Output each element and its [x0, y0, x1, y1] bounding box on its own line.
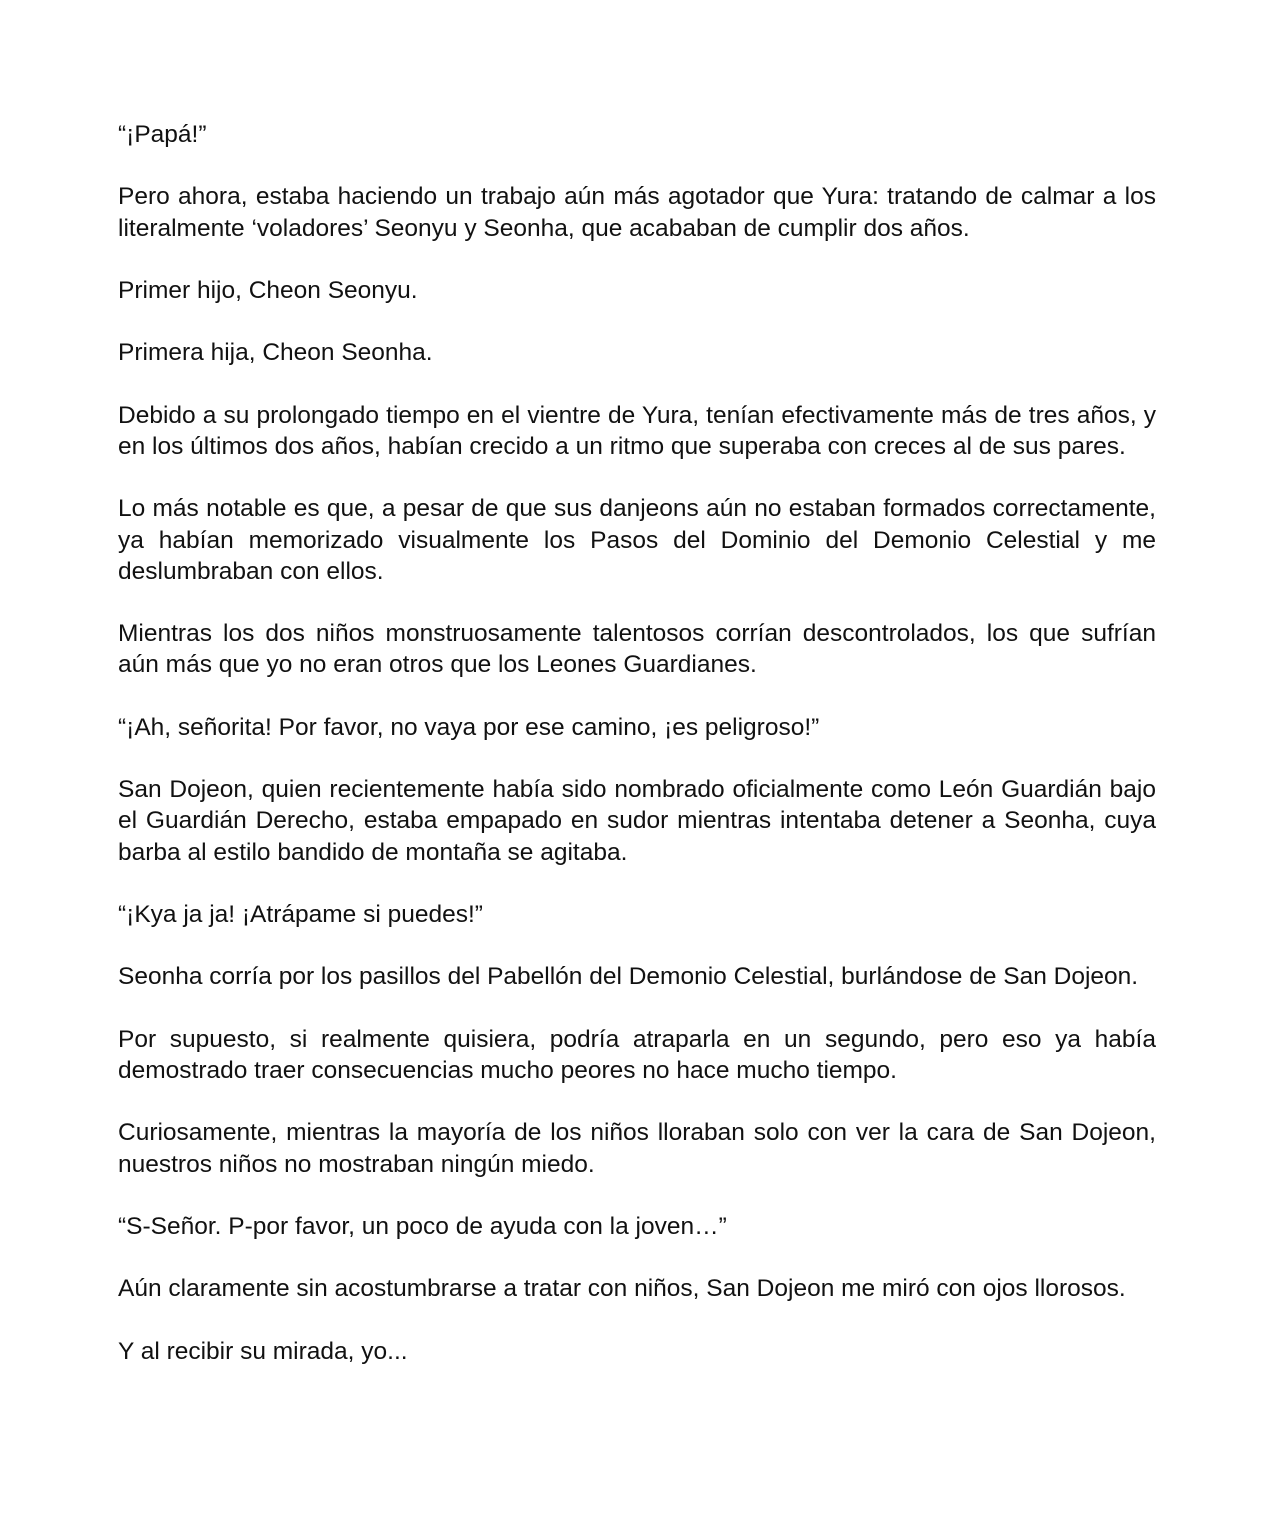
- paragraph-9: San Dojeon, quien recientemente había sido nombrado oficialmente como León Guardián bajo el Guardián Derecho, estaba empapado en sudor mientras intentaba detener a Seonha, cuya barba al estilo bandido de montaña se agitaba.: [118, 776, 1156, 866]
- paragraph-13: Curiosamente, mientras la mayoría de los niños lloraban solo con ver la cara de San Dojeon, nuestros niños no mostraban ningún miedo.: [118, 1119, 1156, 1178]
- paragraph-7: Mientras los dos niños monstruosamente talentosos corrían descontrolados, los que sufrían aún más que yo no eran otros que los Leones Guardianes.: [118, 620, 1156, 679]
- paragraph-10: “¡Kya ja ja! ¡Atrápame si puedes!”: [118, 900, 483, 928]
- document-body: [118, 119, 1156, 1367]
- paragraph-6: Lo más notable es que, a pesar de que sus danjeons aún no estaban formados correctamente, ya habían memorizado visualmente los Pasos del Dominio del Demonio Celestial y me deslumbraban con ellos.: [118, 495, 1156, 585]
- paragraph-12: Por supuesto, si realmente quisiera, podría atraparla en un segundo, pero eso ya había demostrado traer consecuencias mucho peores no hace mucho tiempo.: [118, 1025, 1156, 1084]
- paragraph-16: Y al recibir su mirada, yo...: [118, 1337, 408, 1365]
- paragraph-3: Primer hijo, Cheon Seonyu.: [118, 276, 418, 304]
- paragraph-15: Aún claramente sin acostumbrarse a tratar con niños, San Dojeon me miró con ojos llorosos.: [118, 1275, 1126, 1303]
- paragraph-2: Pero ahora, estaba haciendo un trabajo aún más agotador que Yura: tratando de calmar a los literalmente ‘voladores’ Seonyu y Seonha, que acababan de cumplir dos años.: [118, 183, 1156, 242]
- paragraph-4: Primera hija, Cheon Seonha.: [118, 339, 433, 367]
- paragraph-8: “¡Ah, señorita! Por favor, no vaya por ese camino, ¡es peligroso!”: [118, 713, 820, 741]
- paragraph-1: “¡Papá!”: [118, 121, 207, 148]
- paragraph-5: Debido a su prolongado tiempo en el vientre de Yura, tenían efectivamente más de tres años, y en los últimos dos años, habían crecido a un ritmo que superaba con creces al de sus pares.: [118, 401, 1156, 460]
- paragraph-11: Seonha corría por los pasillos del Pabellón del Demonio Celestial, burlándose de San Dojeon.: [118, 963, 1139, 991]
- paragraph-14: “S-Señor. P-por favor, un poco de ayuda con la joven…”: [118, 1212, 727, 1240]
